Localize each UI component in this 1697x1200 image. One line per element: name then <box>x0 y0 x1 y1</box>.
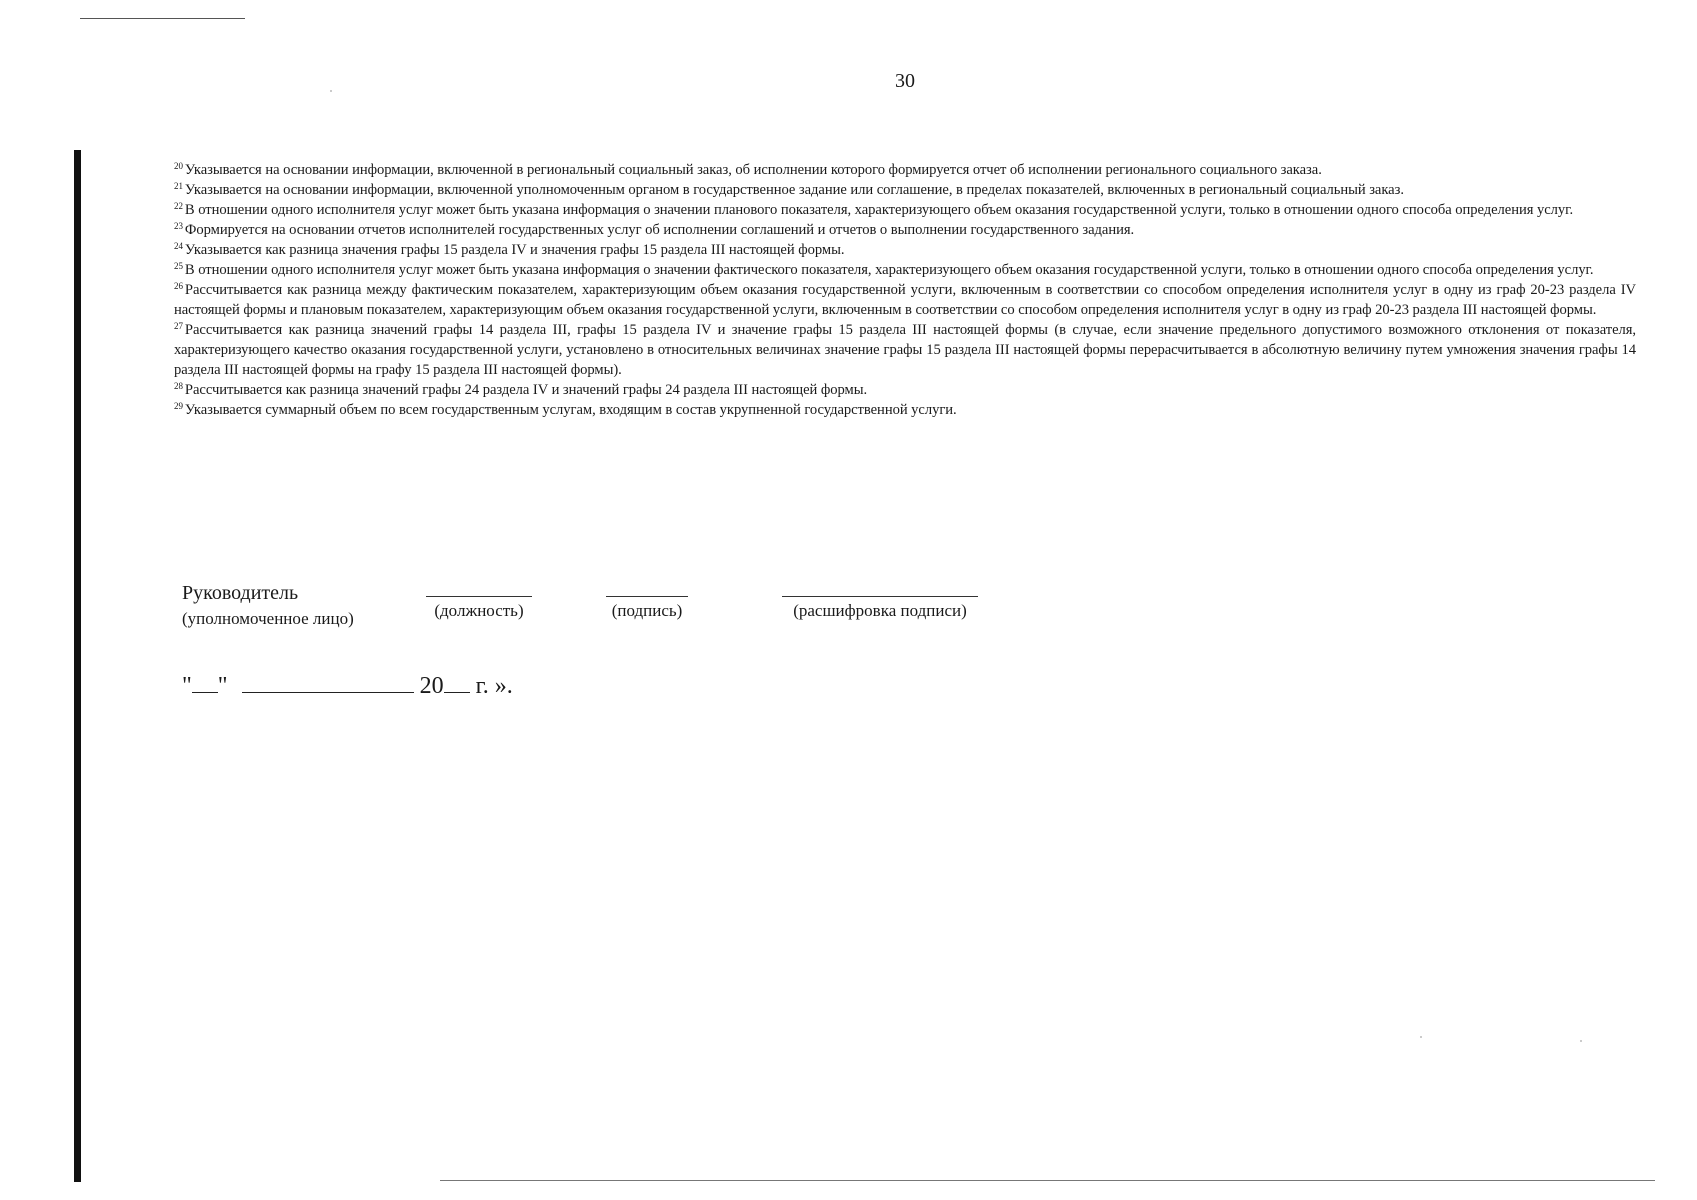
footnote-number: 22 <box>174 201 183 211</box>
footnote-number: 26 <box>174 281 183 291</box>
date-quote-open: " <box>182 673 192 699</box>
date-quote-close: " <box>217 673 228 699</box>
signatory-title: Руководитель <box>182 582 299 604</box>
scan-speck <box>1580 1040 1582 1042</box>
footnote-text: Формируется на основании отчетов исполнителей государственных услуг об исполнении соглашений и отчетов о выполнении государственного задания. <box>184 222 1135 238</box>
footnote-text: В отношении одного исполнителя услуг может быть указана информация о значении фактического показателя, характеризующего объем оказания государственной услуги, только в отношении одного способа определения услуг. <box>184 262 1594 278</box>
footnote-text: Указывается на основании информации, включенной уполномоченным органом в государственное задание или соглашение, в пределах показателей, включенных в региональный социальный заказ. <box>184 182 1404 198</box>
footnote-number: 24 <box>174 241 183 251</box>
year-prefix: 20 <box>419 673 444 699</box>
footnote-27 <box>174 320 1636 380</box>
footnote-text: В отношении одного исполнителя услуг может быть указана информация о значении планового показателя, характеризующего объем оказания государственной услуги, только в отношении одного способа определения услуг. <box>184 202 1574 218</box>
footnote-text: Указывается суммарный объем по всем государственным услугам, входящим в состав укрупненной государственной услуги. <box>184 402 957 418</box>
footnote-text: Указывается как разница значения графы 15 раздела IV и значения графы 15 раздела III настоящей формы. <box>184 242 845 258</box>
date-line <box>182 670 513 700</box>
footnote-21 <box>174 180 1636 200</box>
year-blank[interactable] <box>444 670 470 693</box>
footnote-text: Рассчитывается как разница значений графы 14 раздела III, графы 15 раздела IV и значение графы 15 раздела III настоящей формы (в случае, если значение предельного допустимого возможного отклонения от показателя, характеризующего качество оказания государственной услуги, установлено в относительных величинах значение графы 15 раздела III настоящей формы перерасчитывается в абсолютную величину путем умножения значения графы 14 раздела III настоящей формы на графу 15 раздела III настоящей формы). <box>174 322 1636 378</box>
footnote-number: 27 <box>174 321 183 331</box>
month-blank[interactable] <box>242 670 414 693</box>
footnote-number: 25 <box>174 261 183 271</box>
signature-decoding-field[interactable] <box>782 596 978 621</box>
position-field[interactable] <box>426 596 532 621</box>
footnote-26 <box>174 280 1636 320</box>
footnote-29 <box>174 400 1636 420</box>
footnote-number: 20 <box>174 161 183 171</box>
day-blank[interactable] <box>192 670 218 693</box>
footnote-text: Рассчитывается как разница значений графы 24 раздела IV и значений графы 24 раздела III настоящей формы. <box>184 382 868 398</box>
position-label: (должность) <box>434 601 524 620</box>
footnote-24 <box>174 240 1636 260</box>
footnote-number: 29 <box>174 401 183 411</box>
footnote-22 <box>174 200 1636 220</box>
footnote-25 <box>174 260 1636 280</box>
footnote-28 <box>174 380 1636 400</box>
date-suffix: г. ». <box>475 673 513 699</box>
signature-field[interactable] <box>606 596 688 621</box>
top-rule <box>80 18 245 19</box>
footnote-number: 21 <box>174 181 183 191</box>
footnote-number: 28 <box>174 381 183 391</box>
left-margin-bar <box>74 150 81 1182</box>
page-number: 30 <box>895 70 915 92</box>
scan-speck <box>1420 1036 1422 1038</box>
footnote-text: Указывается на основании информации, включенной в региональный социальный заказ, об исполнении которого формируется отчет об исполнении регионального социального заказа. <box>184 162 1322 178</box>
footnote-20 <box>174 160 1636 180</box>
footnote-text: Рассчитывается как разница между фактическим показателем, характеризующим объем оказания государственной услуги, включенным в соответствии со способом определения исполнителя услуг в одну из граф 20-23 раздела IV настоящей формы и плановым показателем, характеризующим объем оказания государственной услуги, включенным в соответствии со способом определения исполнителя услуг в одну из граф 20-23 раздела III настоящей формы. <box>174 282 1636 318</box>
footnote-number: 23 <box>174 221 183 231</box>
footnote-23 <box>174 220 1636 240</box>
bottom-rule <box>440 1180 1655 1181</box>
signature-decoding-label: (расшифровка подписи) <box>793 601 967 620</box>
signatory-subtitle: (уполномоченное лицо) <box>182 609 354 628</box>
footnotes-block <box>174 160 1636 420</box>
signature-label: (подпись) <box>611 601 683 620</box>
